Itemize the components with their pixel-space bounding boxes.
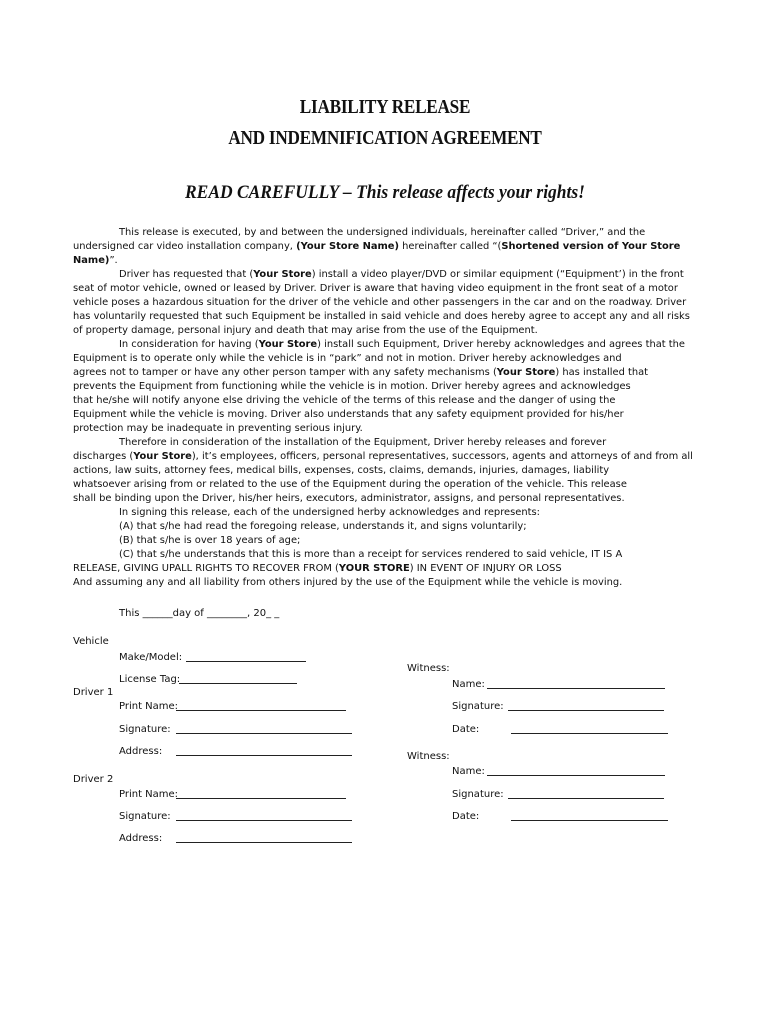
driver1-signature-label: Signature: xyxy=(119,724,171,735)
witness2-date-label: Date: xyxy=(452,811,480,822)
body-line: that he/she will notify anyone else driving the vehicle of the terms of this release and the danger of using the xyxy=(73,395,616,406)
driver1-label: Driver 1 xyxy=(73,687,114,698)
date-line[interactable]: This ______day of ________, 20_ _ xyxy=(119,608,280,619)
body-line: RELEASE, GIVING UPALL RIGHTS TO RECOVER FROM (YOUR STORE) IN EVENT OF INJURY OR LOSS xyxy=(73,563,562,574)
witness2-date-field[interactable] xyxy=(511,820,668,821)
driver1-print-name-field[interactable] xyxy=(176,710,346,711)
body-line: discharges (Your Store), it’s employees, officers, personal representatives, successors, agents and attorneys of and from all xyxy=(73,451,693,462)
acknowledgement-a: (A) that s/he had read the foregoing release, understands it, and signs voluntarily; xyxy=(119,521,527,532)
body-line: actions, law suits, attorney fees, medical bills, expenses, costs, claims, demands, injuries, damages, liability xyxy=(73,465,610,476)
driver2-print-name-field[interactable] xyxy=(176,798,346,799)
driver2-address-field[interactable] xyxy=(176,842,352,843)
warning-heading: READ CAREFULLY – This release affects your rights! xyxy=(185,182,585,203)
license-tag-label: License Tag: xyxy=(119,674,181,685)
witness1-signature-label: Signature: xyxy=(452,701,504,712)
body-line: protection may be inadequate in preventing serious injury. xyxy=(73,423,363,434)
body-line: In consideration for having (Your Store) install such Equipment, Driver hereby acknowledges and agrees that the xyxy=(119,339,685,350)
driver2-print-name-label: Print Name: xyxy=(119,789,179,800)
witness1-date-field[interactable] xyxy=(511,733,668,734)
body-line: shall be binding upon the Driver, his/her heirs, executors, administrator, assigns, and personal representatives. xyxy=(73,493,625,504)
body-line: Name)”. xyxy=(73,255,118,266)
witness2-signature-label: Signature: xyxy=(452,789,504,800)
driver1-address-label: Address: xyxy=(119,746,163,757)
vehicle-label: Vehicle xyxy=(73,636,109,647)
driver1-signature-field[interactable] xyxy=(176,733,352,734)
body-line: seat of motor vehicle, owned or leased by Driver. Driver is aware that having video equipment in the front seat of a motor xyxy=(73,283,678,294)
driver2-signature-field[interactable] xyxy=(176,820,352,821)
witness2-name-label: Name: xyxy=(452,766,485,777)
witness1-name-label: Name: xyxy=(452,679,485,690)
driver2-address-label: Address: xyxy=(119,833,163,844)
driver1-address-field[interactable] xyxy=(176,755,352,756)
witness2-label: Witness: xyxy=(407,751,450,762)
driver2-label: Driver 2 xyxy=(73,774,114,785)
body-line: has voluntarily requested that such Equipment be installed in said vehicle and does hereby agree to accept any and all risks xyxy=(73,311,690,322)
acknowledgement-b: (B) that s/he is over 18 years of age; xyxy=(119,535,301,546)
driver1-print-name-label: Print Name: xyxy=(119,701,179,712)
body-line: Therefore in consideration of the installation of the Equipment, Driver hereby releases and forever xyxy=(119,437,607,448)
document-title-line-2: AND INDEMNIFICATION AGREEMENT xyxy=(228,127,542,149)
witness2-signature-field[interactable] xyxy=(508,798,664,799)
witness1-label: Witness: xyxy=(407,663,450,674)
witness1-name-field[interactable] xyxy=(487,688,665,689)
body-line: Driver has requested that (Your Store) install a video player/DVD or similar equipment (“Equipment’) in the front xyxy=(119,269,684,280)
body-line: agrees not to tamper or have any other person tamper with any safety mechanisms (Your Store) has installed that xyxy=(73,367,649,378)
body-line: And assuming any and all liability from others injured by the use of the Equipment while the vehicle is moving. xyxy=(73,577,623,588)
acknowledgement-c: (C) that s/he understands that this is more than a receipt for services rendered to said vehicle, IT IS A xyxy=(119,549,623,560)
driver2-signature-label: Signature: xyxy=(119,811,171,822)
release-body xyxy=(73,226,705,590)
make-model-field[interactable] xyxy=(186,661,306,662)
body-line: In signing this release, each of the undersigned herby acknowledges and represents: xyxy=(119,507,540,518)
license-tag-field[interactable] xyxy=(179,683,297,684)
body-line: whatsoever arising from or related to the use of the Equipment during the operation of the vehicle. This release xyxy=(73,479,627,490)
body-line: prevents the Equipment from functioning while the vehicle is in motion. Driver hereby agrees and acknowledges xyxy=(73,381,631,392)
witness1-signature-field[interactable] xyxy=(508,710,664,711)
witness2-name-field[interactable] xyxy=(487,775,665,776)
make-model-label: Make/Model: xyxy=(119,652,183,663)
witness1-date-label: Date: xyxy=(452,724,480,735)
body-line: undersigned car video installation company, (Your Store Name) hereinafter called “(Shortened version of Your Store xyxy=(73,241,681,252)
document-title-line-1: LIABILITY RELEASE xyxy=(299,96,471,118)
body-line: Equipment is to operate only while the vehicle is in “park” and not in motion. Driver hereby acknowledges and xyxy=(73,353,622,364)
body-line: This release is executed, by and between the undersigned individuals, hereinafter called “Driver,” and the xyxy=(119,227,646,238)
body-line: of property damage, personal injury and death that may arise from the use of the Equipment. xyxy=(73,325,538,336)
body-line: vehicle poses a hazardous situation for the driver of the vehicle and other passengers in the car and on the roadway. Driver xyxy=(73,297,687,308)
body-line: Equipment while the vehicle is moving. Driver also understands that any safety equipment provided for his/her xyxy=(73,409,624,420)
